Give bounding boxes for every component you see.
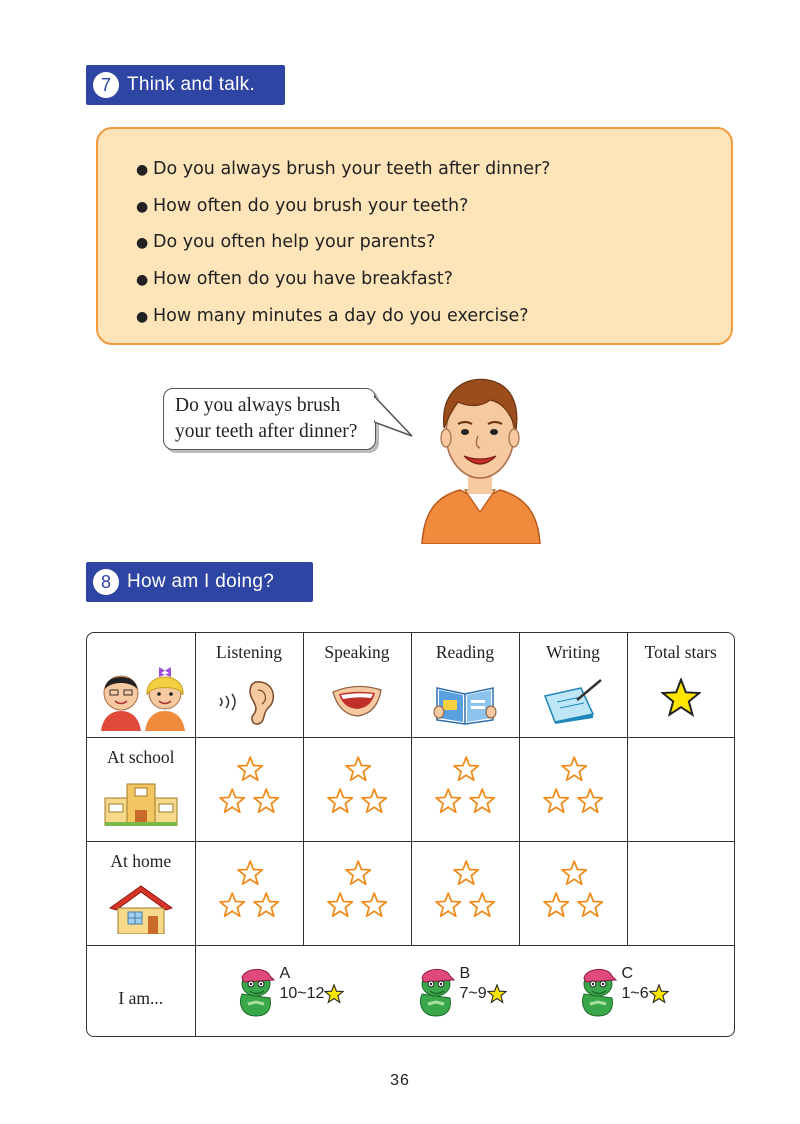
- question-item: ● How often do you have breakfast?: [136, 269, 453, 290]
- section-7-number: 7: [93, 72, 119, 98]
- stars-home-listening: [195, 841, 303, 945]
- speaking-label: Speaking: [324, 642, 390, 662]
- stars-school-speaking: [303, 737, 411, 841]
- grade-c: [576, 964, 669, 1018]
- questions-list: [136, 151, 550, 334]
- empty-star-icon: [362, 789, 386, 812]
- grade-b: [414, 964, 507, 1018]
- yellow-star-icon: [324, 984, 344, 1004]
- empty-stars: [325, 860, 389, 922]
- listening-header-cell: [195, 633, 303, 737]
- question-item: ● How often do you brush your teeth?: [136, 195, 469, 216]
- stars-home-speaking: [303, 841, 411, 945]
- empty-star-icon: [238, 757, 262, 780]
- reading-label: Reading: [435, 642, 495, 662]
- stars-home-reading: [411, 841, 519, 945]
- empty-star-icon: [544, 893, 568, 916]
- empty-stars: [325, 756, 389, 818]
- speaking-header-cell: [303, 633, 411, 737]
- total-stars-header-cell: [627, 633, 734, 737]
- empty-star-icon: [470, 789, 494, 812]
- grade-a: [234, 964, 345, 1018]
- stars-school-writing: [519, 737, 627, 841]
- kids-header-cell: [87, 633, 195, 737]
- page-number: 36: [390, 1072, 410, 1089]
- questions-box: [96, 127, 733, 345]
- empty-star-icon: [436, 893, 460, 916]
- boy-illustration: [410, 372, 550, 544]
- empty-stars: [433, 756, 497, 818]
- self-evaluation-table: [86, 632, 735, 1037]
- ear-icon: [216, 678, 282, 726]
- total-home-cell: [627, 841, 734, 945]
- empty-star-icon: [454, 757, 478, 780]
- yellow-star-icon: [487, 984, 507, 1004]
- section-8-number: 8: [93, 569, 119, 595]
- question-item: ● Do you always brush your teeth after dinner?: [136, 159, 551, 179]
- question-item: ● Do you often help your parents?: [136, 232, 436, 253]
- empty-star-icon: [346, 757, 370, 780]
- empty-star-icon: [562, 861, 586, 884]
- speech-line-2: your teeth after dinner?: [175, 421, 358, 442]
- listening-label: Listening: [215, 642, 283, 662]
- at-school-label: At school: [106, 746, 175, 767]
- empty-stars: [433, 860, 497, 922]
- section-8-title: How am I doing?: [127, 571, 275, 592]
- stars-school-reading: [411, 737, 519, 841]
- question-item: ● How many minutes a day do you exercise?: [136, 305, 529, 326]
- grade-c-range: 1~6: [621, 984, 649, 1002]
- total-school-cell: [627, 737, 734, 841]
- mouth-icon: [329, 678, 385, 722]
- total-stars-label: Total stars: [644, 642, 717, 662]
- grade-a-letter: A: [279, 964, 291, 982]
- house-icon: [108, 884, 174, 934]
- speech-bubble: [163, 388, 376, 450]
- empty-star-icon: [254, 893, 278, 916]
- empty-star-icon: [578, 893, 602, 916]
- book-icon: [433, 678, 497, 726]
- empty-star-icon: [220, 893, 244, 916]
- school-icon: [103, 780, 179, 826]
- empty-stars: [541, 756, 605, 818]
- empty-star-icon: [470, 893, 494, 916]
- empty-stars: [217, 756, 281, 818]
- yellow-star-icon: [649, 984, 669, 1004]
- writing-label: Writing: [546, 642, 600, 662]
- children-icon: [97, 659, 187, 731]
- empty-star-icon: [562, 757, 586, 780]
- empty-stars: [217, 860, 281, 922]
- i-am-label: I am...: [118, 987, 164, 1008]
- empty-star-icon: [544, 789, 568, 812]
- empty-star-icon: [328, 893, 352, 916]
- stars-school-listening: [195, 737, 303, 841]
- yellow-star-icon: [661, 678, 701, 718]
- notebook-pen-icon: [541, 678, 605, 724]
- grade-a-range: 10~12: [279, 984, 325, 1002]
- empty-star-icon: [436, 789, 460, 812]
- empty-star-icon: [578, 789, 602, 812]
- stars-home-writing: [519, 841, 627, 945]
- empty-star-icon: [454, 861, 478, 884]
- at-home-cell: [87, 841, 195, 945]
- grades-cell: [195, 945, 734, 1036]
- at-home-label: At home: [110, 850, 172, 871]
- section-8-header: [86, 562, 313, 602]
- section-7-header: [86, 65, 285, 105]
- empty-star-icon: [346, 861, 370, 884]
- empty-star-icon: [220, 789, 244, 812]
- empty-star-icon: [362, 893, 386, 916]
- empty-star-icon: [254, 789, 278, 812]
- dinosaur-mascot-icon: [234, 964, 278, 1018]
- i-am-cell: [87, 945, 195, 1036]
- reading-header-cell: [411, 633, 519, 737]
- writing-header-cell: [519, 633, 627, 737]
- grade-b-range: 7~9: [459, 984, 487, 1002]
- speech-line-1: Do you always brush: [175, 395, 341, 416]
- at-school-cell: [87, 737, 195, 841]
- grade-b-letter: B: [459, 964, 471, 982]
- dinosaur-mascot-icon: [414, 964, 458, 1018]
- empty-star-icon: [238, 861, 262, 884]
- empty-star-icon: [328, 789, 352, 812]
- grade-c-letter: C: [621, 964, 634, 982]
- section-7-title: Think and talk.: [127, 74, 256, 95]
- empty-stars: [541, 860, 605, 922]
- dinosaur-mascot-icon: [576, 964, 620, 1018]
